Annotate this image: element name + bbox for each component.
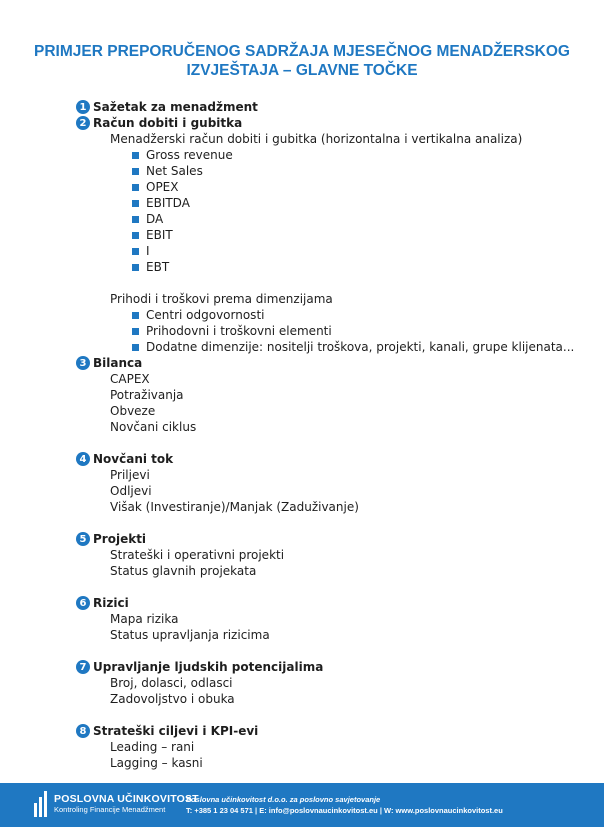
square-bullet-icon	[132, 152, 139, 159]
bar-chart-logo-icon	[34, 791, 50, 817]
list-item: Potraživanja	[110, 388, 184, 402]
square-bullet-icon	[132, 344, 139, 351]
section-1	[76, 99, 596, 115]
section-title: Novčani tok	[93, 452, 174, 466]
brand-name: POSLOVNA UČINKOVITOST	[54, 793, 199, 805]
list-item: EBT	[132, 259, 596, 275]
section-4	[76, 451, 596, 515]
list-item: Dodatne dimenzije: nositelji troškova, projekti, kanali, grupe klijenata...	[132, 339, 596, 355]
section-8	[76, 723, 596, 771]
list-item: EBITDA	[132, 195, 596, 211]
section-title: Strateški ciljevi i KPI-evi	[93, 724, 259, 738]
list-item: Novčani ciklus	[110, 420, 197, 434]
section-6	[76, 595, 596, 643]
square-bullet-icon	[132, 216, 139, 223]
square-bullet-icon	[132, 232, 139, 239]
bullet-list	[76, 147, 596, 275]
square-bullet-icon	[132, 248, 139, 255]
square-bullet-icon	[132, 200, 139, 207]
section-5	[76, 531, 596, 579]
number-7-icon: 7	[76, 660, 90, 674]
section-3	[76, 355, 596, 435]
list-item: Net Sales	[132, 163, 596, 179]
list-item: Centri odgovornosti	[132, 307, 596, 323]
report-outline	[76, 99, 596, 771]
square-bullet-icon	[132, 168, 139, 175]
list-item: Strateški i operativni projekti	[110, 548, 285, 562]
brand-tagline: Kontroling Financije Menadžment	[54, 805, 166, 814]
list-item: I	[132, 243, 596, 259]
square-bullet-icon	[132, 184, 139, 191]
footer-bar	[0, 783, 604, 827]
section-title: Upravljanje ljudskih potencijalima	[93, 660, 324, 674]
company-name: Poslovna učinkovitost d.o.o. za poslovno savjetovanje	[186, 795, 381, 804]
bullet-list	[76, 307, 596, 355]
list-item: Mapa rizika	[110, 612, 179, 626]
section-7	[76, 659, 596, 707]
list-item: CAPEX	[110, 372, 150, 386]
number-1-icon: 1	[76, 100, 90, 114]
number-8-icon: 8	[76, 724, 90, 738]
list-item: Lagging – kasni	[110, 756, 203, 770]
number-5-icon: 5	[76, 532, 90, 546]
list-item: Broj, dolasci, odlasci	[110, 676, 233, 690]
title-line-1: PRIMJER PREPORUČENOG SADRŽAJA MJESEČNOG MENADŽERSKOG	[34, 43, 570, 60]
contact-info	[186, 794, 503, 816]
list-item: OPEX	[132, 179, 596, 195]
square-bullet-icon	[132, 264, 139, 271]
list-item: Status glavnih projekata	[110, 564, 257, 578]
section-title: Projekti	[93, 532, 147, 546]
list-item: Status upravljanja rizicima	[110, 628, 270, 642]
square-bullet-icon	[132, 328, 139, 335]
subheading: Prihodi i troškovi prema dimenzijama	[110, 292, 333, 306]
number-2-icon: 2	[76, 116, 90, 130]
list-item: Prihodovni i troškovni elementi	[132, 323, 596, 339]
number-6-icon: 6	[76, 596, 90, 610]
list-item: DA	[132, 211, 596, 227]
list-item: Obveze	[110, 404, 156, 418]
list-item: EBIT	[132, 227, 596, 243]
subheading: Menadžerski račun dobiti i gubitka (horizontalna i vertikalna analiza)	[110, 132, 523, 146]
list-item: Priljevi	[110, 468, 150, 482]
square-bullet-icon	[132, 312, 139, 319]
section-title: Račun dobiti i gubitka	[93, 116, 243, 130]
company-logo	[34, 791, 199, 817]
number-3-icon: 3	[76, 356, 90, 370]
section-title: Rizici	[93, 596, 129, 610]
list-item: Leading – rani	[110, 740, 195, 754]
list-item: Zadovoljstvo i obuka	[110, 692, 235, 706]
section-title: Bilanca	[93, 356, 143, 370]
page-title	[30, 42, 574, 80]
list-item: Odljevi	[110, 484, 152, 498]
title-line-2: IZVJEŠTAJA – GLAVNE TOČKE	[186, 62, 418, 79]
section-2	[76, 115, 596, 355]
number-4-icon: 4	[76, 452, 90, 466]
list-item: Višak (Investiranje)/Manjak (Zaduživanje)	[110, 500, 359, 514]
contact-line: T: +385 1 23 04 571 | E: info@poslovnaucinkovitost.eu | W: www.poslovnaucinkovitost.eu	[186, 806, 503, 815]
list-item: Gross revenue	[132, 147, 596, 163]
section-title: Sažetak za menadžment	[93, 100, 258, 114]
